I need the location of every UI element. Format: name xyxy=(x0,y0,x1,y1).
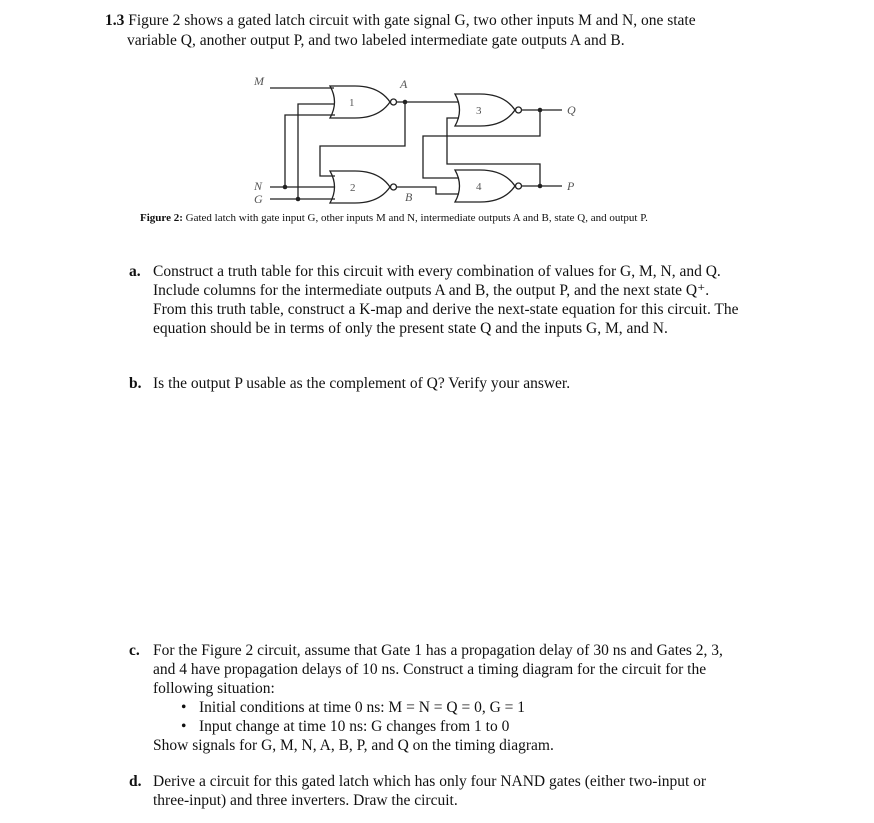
label-p: P xyxy=(567,179,575,193)
label-b: B xyxy=(405,190,413,204)
part-a xyxy=(129,262,739,338)
intro-line-2: variable Q, another output P, and two labeled intermediate gate outputs A and B. xyxy=(127,32,625,49)
label-g: G xyxy=(254,192,263,206)
part-c-text: For the Figure 2 circuit, assume that Gate 1 has a propagation delay of 30 ns and Gates 2, 3, and 4 have propagation delays of 10 ns. Construct a timing diagram for the circuit for the following situation: xyxy=(153,642,723,697)
junction-p xyxy=(538,184,543,189)
part-c xyxy=(129,641,739,755)
part-b xyxy=(129,374,739,393)
gate-1-shape xyxy=(330,86,390,118)
part-c-label: c. xyxy=(129,642,140,659)
caption-label: Figure 2: xyxy=(140,212,183,224)
junction-g xyxy=(296,197,301,202)
gate-2-bubble xyxy=(391,184,397,190)
figure-caption xyxy=(140,212,860,224)
wire-p-feedback xyxy=(447,118,540,186)
gate-1-bubble xyxy=(391,99,397,105)
problem-intro xyxy=(105,11,845,51)
gate-4-number: 4 xyxy=(476,181,482,193)
gate-3-shape xyxy=(455,94,515,126)
part-d xyxy=(129,772,739,810)
wire-q-feedback xyxy=(423,110,540,178)
part-b-label: b. xyxy=(129,375,142,392)
part-c-bullet-1: • Initial conditions at time 0 ns: M = N = Q = 0, G = 1 xyxy=(181,698,739,717)
part-c-bullet-2: • Input change at time 10 ns: G changes from 1 to 0 xyxy=(181,717,739,736)
gate-4-shape xyxy=(455,170,515,202)
gate-4-bubble xyxy=(516,183,522,189)
junction-a xyxy=(403,100,408,105)
latch-circuit-diagram xyxy=(240,68,640,208)
part-c-closing: Show signals for G, M, N, A, B, P, and Q on the timing diagram. xyxy=(153,737,554,754)
part-d-label: d. xyxy=(129,773,142,790)
label-a: A xyxy=(400,77,408,91)
part-c-bullets xyxy=(153,698,739,736)
gate-2-shape xyxy=(330,171,390,203)
part-b-text: Is the output P usable as the complement of Q? Verify your answer. xyxy=(153,375,571,392)
part-d-text: Derive a circuit for this gated latch which has only four NAND gates (either two-input or three-input) and three inverters. Draw the circuit. xyxy=(153,773,707,809)
caption-text: Gated latch with gate input G, other inputs M and N, intermediate outputs A and B, state Q, and output P. xyxy=(185,212,648,224)
gate-3-number: 3 xyxy=(476,105,482,117)
label-m: M xyxy=(254,74,264,88)
gate-2-number: 2 xyxy=(350,182,356,194)
problem-number: 1.3 xyxy=(105,12,125,29)
junction-q xyxy=(538,108,543,113)
gate-3-bubble xyxy=(516,107,522,113)
label-n: N xyxy=(254,179,263,193)
part-a-label: a. xyxy=(129,263,141,280)
part-a-text: Construct a truth table for this circuit with every combination of values for G, M, N, and Q. Include columns for the intermediate outputs A and B, the output P, and the next state Q⁺. From this truth table, construct a K-map and derive the next-state equation for this circuit. The equation should be in terms of only the present state Q and the inputs G, M, and N. xyxy=(153,263,739,337)
label-q: Q xyxy=(567,103,576,117)
gate-1-number: 1 xyxy=(349,97,355,109)
junction-n xyxy=(283,185,288,190)
intro-line-1: Figure 2 shows a gated latch circuit with gate signal G, two other inputs M and N, one state xyxy=(128,12,696,29)
